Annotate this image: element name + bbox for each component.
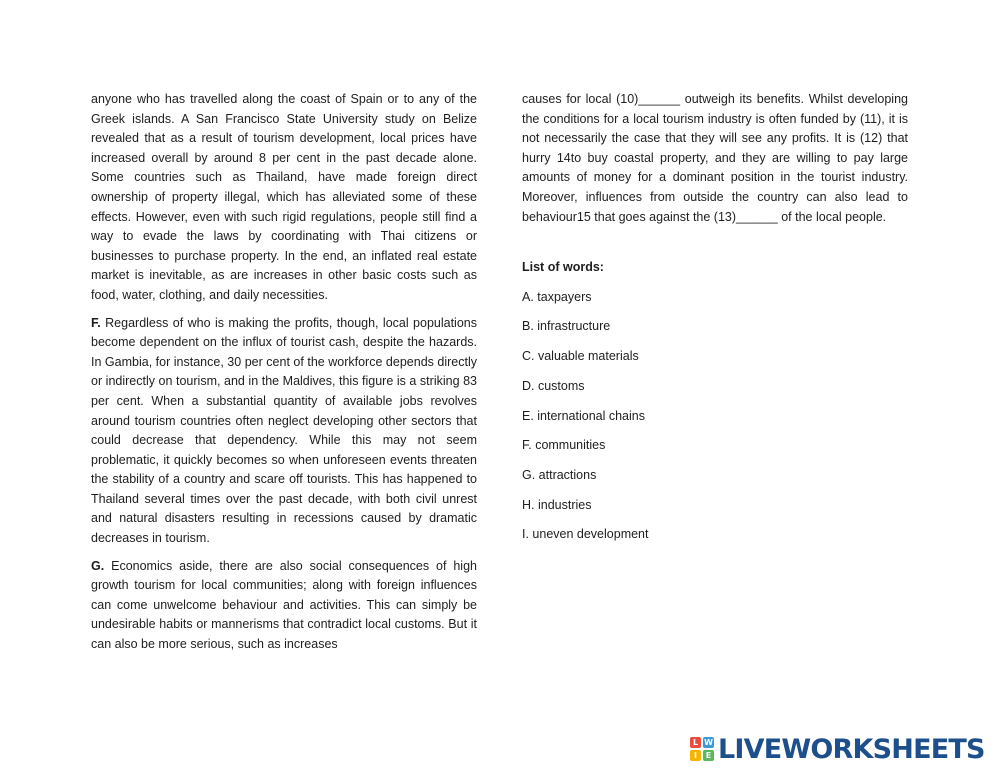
word-list-item: E. international chains [522, 408, 645, 423]
logo-tile-w: W [704, 738, 713, 747]
paragraph-f [91, 314, 477, 549]
word-list-item: G. attractions [522, 467, 597, 482]
word-list-title: List of words: [522, 260, 604, 275]
summary-paragraph: causes for local (10)______ outweigh its benefits. Whilst developing the conditions for a local tourism industry is often funded by (11), it is not necessarily the case that they will see any profits. It is (12) that hurry 14to buy coastal property, and they are willing to pay large amounts of money for a dominant position in the tourist industry. Moreover, influences from outside the country can also lead to behaviour15 that goes against the (13)______ of the local people. [522, 92, 908, 224]
right-column [522, 90, 908, 555]
logo-tile-i: I [690, 750, 701, 761]
paragraph-f-text: Regardless of who is making the profits, though, local populations become dependent on the influx of tourist cash, despite the hazards. In Gambia, for instance, 30 per cent of the workforce depends directly or indirectly on tourism, and in the Maldives, this figure is a striking 83 per cent. When a substantial quantity of available jobs revolves around tourism countries often neglect developing other sectors that could decrease that dependency. While this may not seem problematic, it quickly becomes so when unforeseen events threaten the stability of a country and scare off tourists. This has happened to Thailand several times over the past decade, with both civil unrest and natural disasters resulting in recessions caused by dramatic decreases in tourism. [91, 315, 477, 546]
liveworksheets-logo[interactable] [690, 732, 985, 766]
paragraph-g [91, 557, 477, 655]
logo-icon [690, 737, 714, 761]
word-list-item: A. taxpayers [522, 289, 592, 304]
word-list [522, 288, 908, 555]
paragraph-f-letter: F. [91, 315, 101, 330]
word-list-item: D. customs [522, 378, 585, 393]
logo-tile-l: L [690, 737, 701, 748]
paragraph-g-text: Economics aside, there are also social consequences of high growth tourism for local communities; along with foreign influences can come unwelcome behaviour and activities. This can simply be undesirable habits or mannerisms that contradict local customs. But it can also be more serious, such as increases [91, 558, 477, 652]
logo-tile-e: E [703, 750, 714, 761]
left-column [91, 90, 477, 663]
word-list-item: F. communities [522, 438, 606, 453]
logo-text: LIVEWORKSHEETS [718, 733, 985, 765]
paragraph-continuation: anyone who has travelled along the coast of Spain or to any of the Greek islands. A San Francisco State University study on Belize revealed that as a result of tourism development, local prices have increased overall by around 8 per cent in the past decade alone. Some countries such as Thailand, have made foreign direct ownership of property illegal, which has alleviated some of these effects. However, even with such rigid regulations, people still find a way to evade the laws by coordinating with Thai citizens or businesses to purchase property. In the end, an inflated real estate market is inevitable, as are increases in other basic costs such as food, water, clothing, and daily necessities. [91, 92, 477, 302]
word-list-item: H. industries [522, 497, 592, 512]
paragraph-g-letter: G. [91, 558, 105, 573]
word-list-item: C. valuable materials [522, 349, 639, 364]
word-list-item: I. uneven development [522, 527, 649, 542]
word-list-item: B. infrastructure [522, 319, 611, 334]
